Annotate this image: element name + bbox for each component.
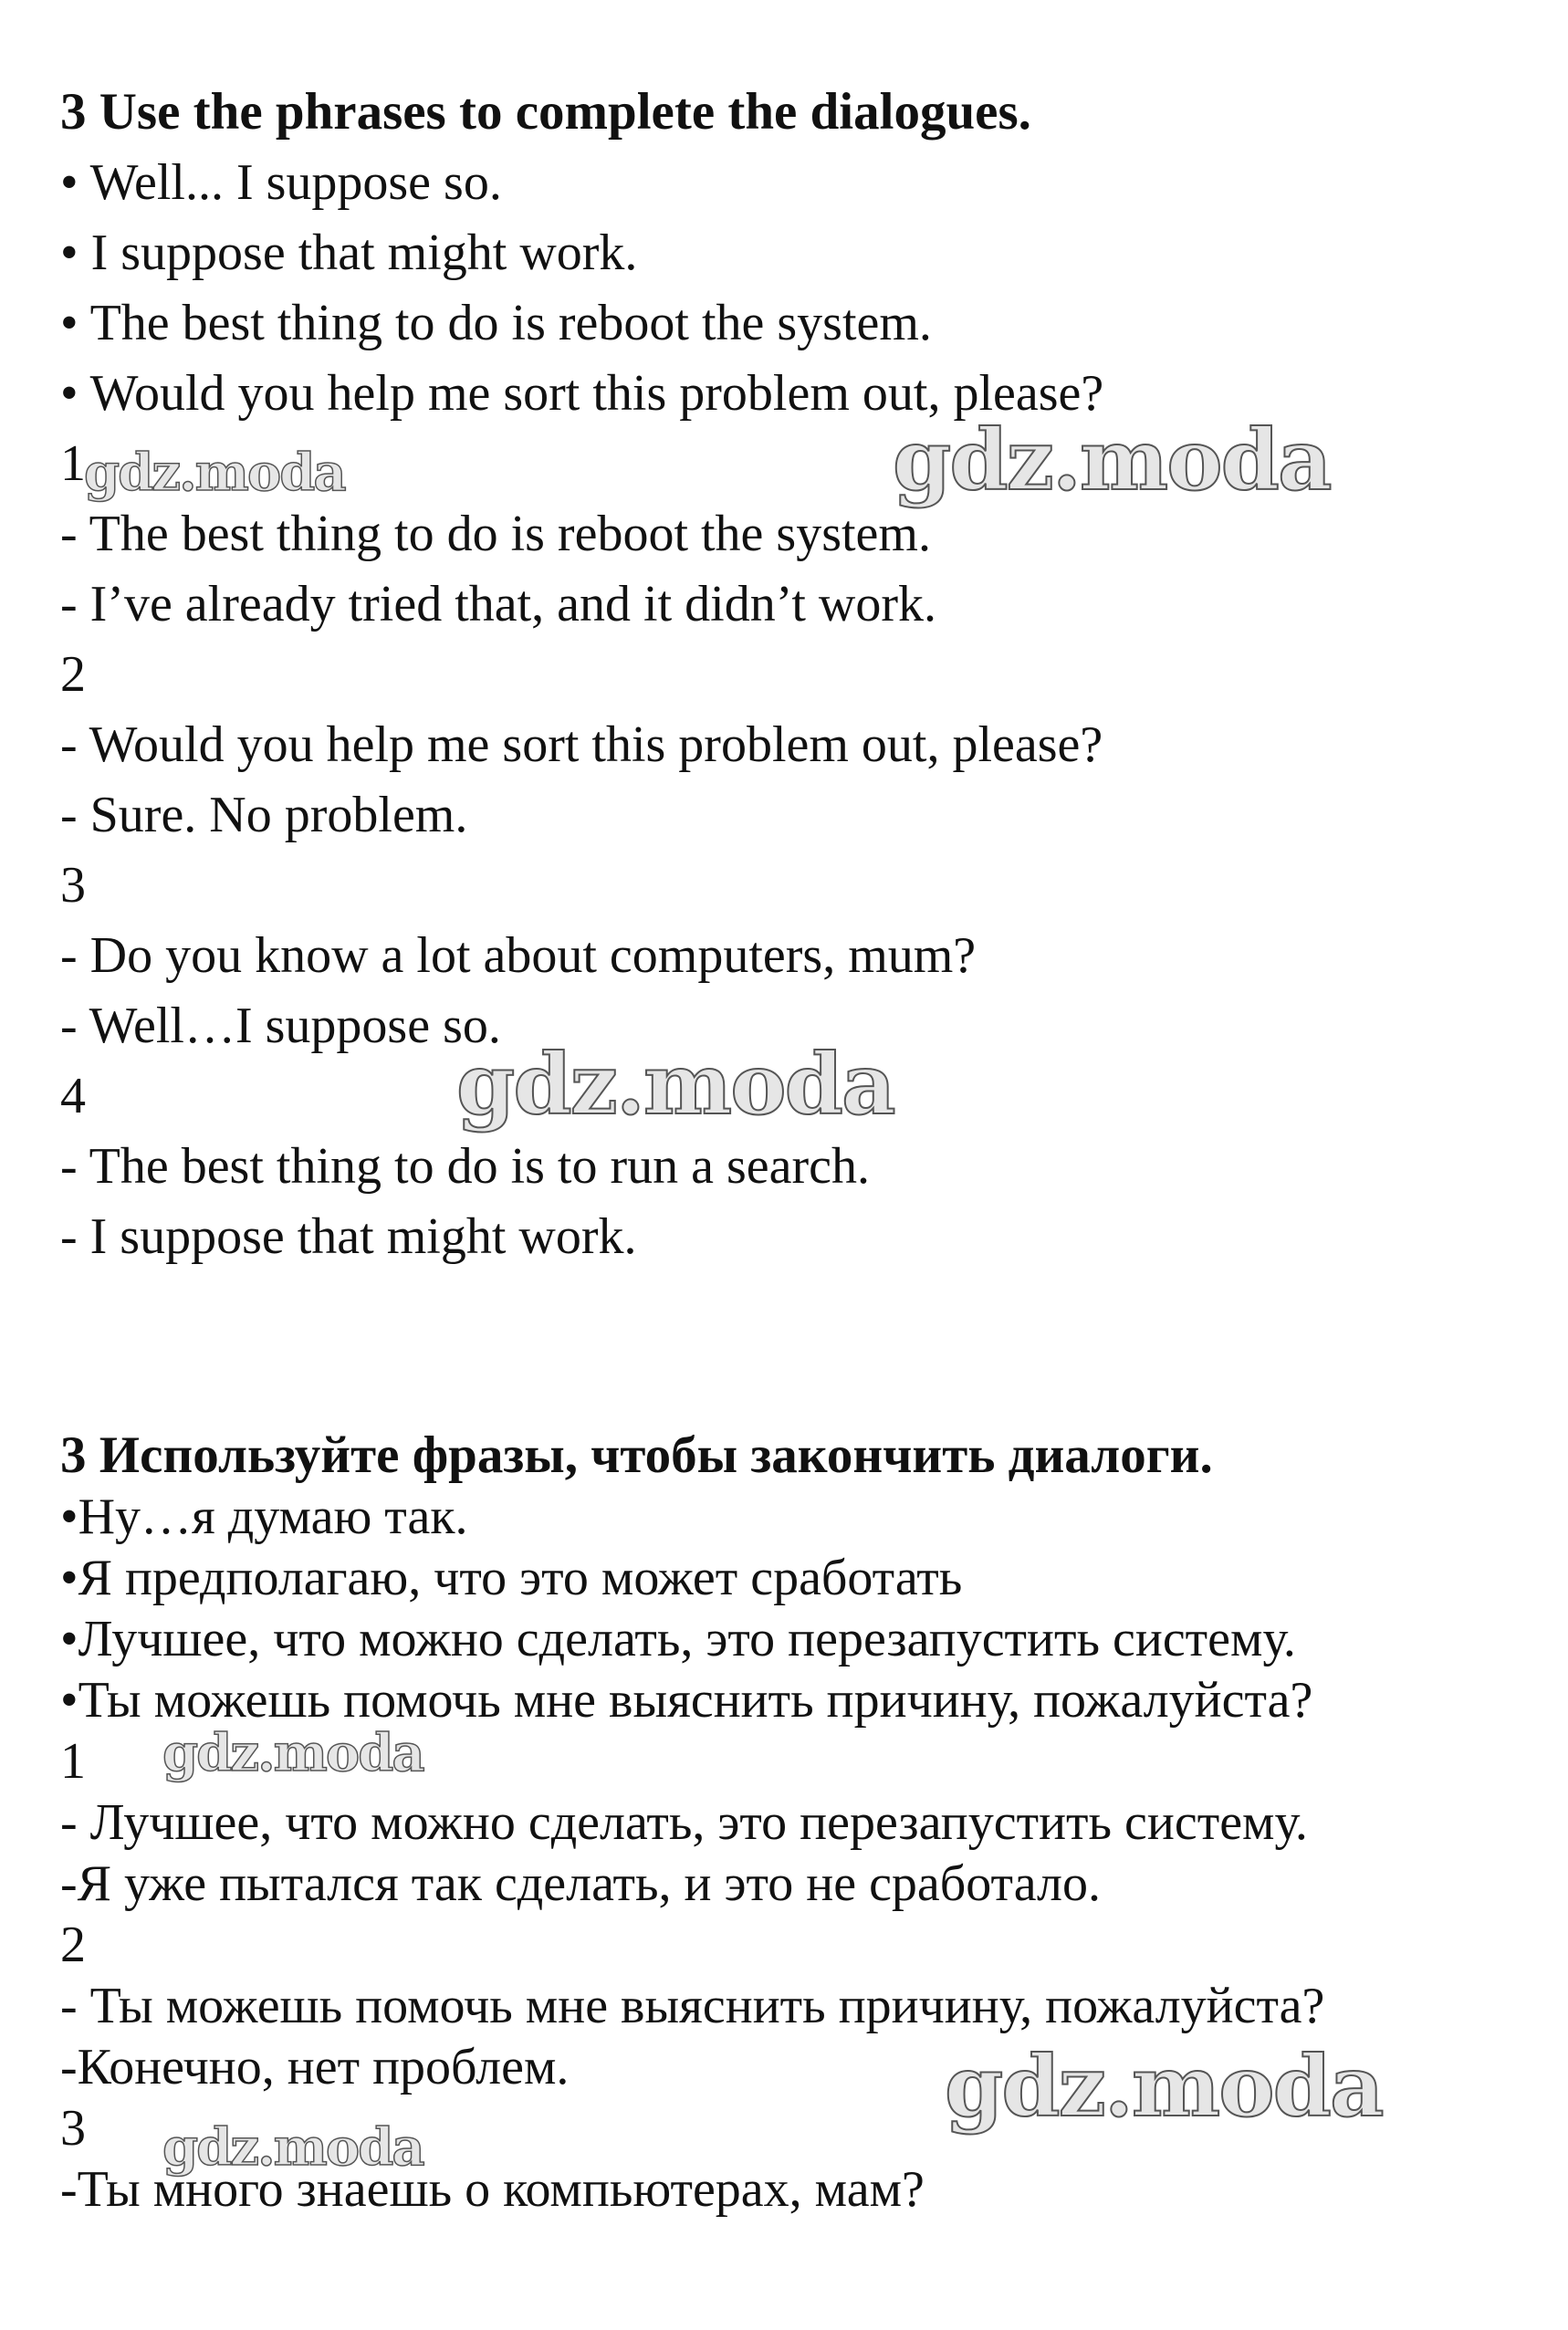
dialogue-line: - The best thing to do is to run a search.	[60, 1138, 871, 1195]
watermark: gdz.moda	[162, 1723, 423, 1783]
dialogue-line: - Would you help me sort this problem out, please?	[60, 716, 1103, 773]
russian-phrase: •Ну…я думаю так.	[60, 1489, 468, 1545]
dialogue-number: 1	[60, 1733, 86, 1790]
dialogue-number: 4	[60, 1068, 86, 1124]
dialogue-line: - I’ve already tried that, and it didn’t work.	[60, 576, 936, 632]
english-title: 3 Use the phrases to complete the dialogues.	[60, 83, 1031, 141]
dialogue-number: 1	[60, 435, 86, 492]
english-phrase: • Well... I suppose so.	[60, 154, 502, 211]
english-phrase: • I suppose that might work.	[60, 225, 638, 281]
watermark: gdz.moda	[456, 1035, 894, 1134]
dialogue-line: -Ты много знаешь о компьютерах, мам?	[60, 2161, 925, 2218]
dialogue-line: - Sure. No problem.	[60, 787, 468, 843]
dialogue-number: 2	[60, 1917, 86, 1973]
dialogue-line: - Well…I suppose so.	[60, 998, 501, 1054]
dialogue-line: - Do you know a lot about computers, mum?	[60, 927, 977, 984]
dialogue-number: 3	[60, 857, 86, 914]
russian-phrase: •Ты можешь помочь мне выяснить причину, пожалуйста?	[60, 1672, 1313, 1729]
dialogue-line: - I suppose that might work.	[60, 1208, 637, 1265]
watermark: gdz.moda	[84, 443, 345, 503]
dialogue-line: -Конечно, нет проблем.	[60, 2039, 570, 2095]
dialogue-number: 3	[60, 2100, 86, 2157]
dialogue-number: 2	[60, 646, 86, 703]
russian-phrase: •Я предполагаю, что это может сработать	[60, 1550, 963, 1606]
dialogue-line: - Ты можешь помочь мне выяснить причину, пожалуйста?	[60, 1978, 1325, 2034]
dialogue-line: - Лучшее, что можно сделать, это перезапустить систему.	[60, 1794, 1308, 1851]
english-phrase: • The best thing to do is reboot the system.	[60, 295, 932, 351]
watermark: gdz.moda	[945, 2037, 1383, 2136]
russian-phrase: •Лучшее, что можно сделать, это перезапустить систему.	[60, 1611, 1296, 1667]
russian-title: 3 Используйте фразы, чтобы закончить диалоги.	[60, 1426, 1213, 1484]
dialogue-line: -Я уже пытался так сделать, и это не сработало.	[60, 1855, 1101, 1912]
watermark: gdz.moda	[162, 2117, 423, 2178]
dialogue-line: - The best thing to do is reboot the system.	[60, 506, 931, 562]
english-phrase: • Would you help me sort this problem out, please?	[60, 365, 1104, 422]
watermark: gdz.moda	[893, 411, 1331, 509]
